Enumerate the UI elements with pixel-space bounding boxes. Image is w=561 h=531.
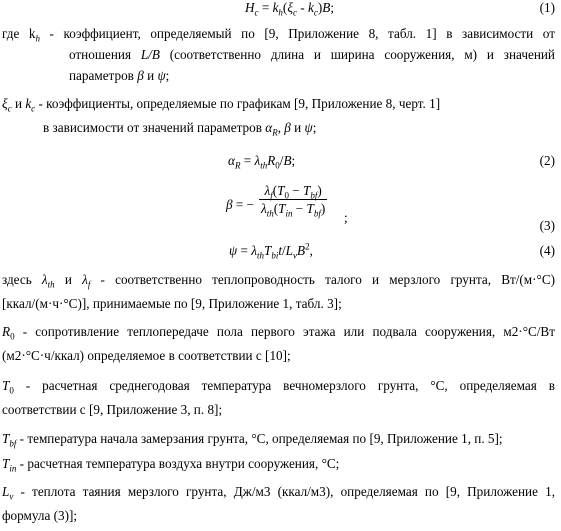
equation-3-fraction bbox=[259, 182, 327, 217]
def-tin-line: $T_{in}$ - расчетная температура воздуха внутри сооружения, °С; bbox=[2, 456, 340, 474]
equation-3-denominator: $\lambda_{th}(T_{in} - T_{bf})$ bbox=[261, 201, 326, 219]
def-kh-line-1: где $k_h$ - коэффициент, определяемый по [9, Приложение 8, табл. 1] в зависимости от bbox=[2, 26, 555, 44]
def-kh-line-2: отношения L/B (соответственно длина и ширина сооружения, м) и значений bbox=[69, 47, 555, 62]
def-lambda-line-1: здесь $\lambda_{th}$ и $\lambda_f$ - соответственно теплопроводность талого и мерзлого грунта, Вт/(м·°С) bbox=[2, 272, 556, 290]
def-lv-line-1: $L_v$ - теплота таяния мерзлого грунта, Дж/м3 (ккал/м3), определяемая по [9, Приложение 1, bbox=[2, 484, 555, 502]
equation-1-number: (1) bbox=[539, 0, 555, 15]
def-t0-line-1: $T_0$ - расчетная среднегодовая температура вечномерзлого грунта, °С, определяемая в bbox=[2, 378, 555, 396]
def-lv-line-2: формула (3)]; bbox=[2, 508, 78, 523]
def-xi-line-1: $\xi_c$ и $k_c$ - коэффициенты, определяемые по графикам [9, Приложение 8, черт. 1] bbox=[2, 96, 441, 114]
def-kh-line-3: параметров β и ψ; bbox=[69, 68, 170, 83]
def-xi-line-2: в зависимости от значений параметров $\alpha_R$, β и ψ; bbox=[43, 120, 317, 138]
equation-3-lhs: β = − bbox=[226, 197, 255, 212]
equation-3-tail: ; bbox=[344, 210, 348, 225]
def-r0-line-1: $R_0$ - сопротивление теплопередаче пола первого этажа или подвала сооружения, м2·°С/Вт bbox=[2, 324, 555, 342]
equation-3-number: (3) bbox=[539, 218, 555, 233]
equation-1: $H_c = k_h(\xi_c - k_c)B$; bbox=[245, 0, 334, 18]
def-r0-line-2: (м2·°С·ч/ккал) определяемое в соответствии с [10]; bbox=[2, 348, 291, 363]
equation-3-numerator: $\lambda_f(T_0 - T_{bf})$ bbox=[259, 182, 327, 200]
equation-4-number: (4) bbox=[539, 243, 555, 258]
equation-2-number: (2) bbox=[539, 153, 555, 168]
def-t0-line-2: соответствии с [9, Приложение 3, п. 8]; bbox=[2, 402, 223, 417]
equation-2: $\alpha_R = \lambda_{th}R_0/B$; bbox=[228, 153, 296, 171]
equation-4: $\psi = \lambda_{th}T_{bi}t/L_vB^2$, bbox=[229, 241, 313, 261]
def-tbf-line: $T_{bf}$ - температура начала замерзания грунта, °С, определяемая по [9, Приложение 1, п. 5]; bbox=[2, 431, 503, 449]
def-lambda-line-2: [ккал/(м·ч·°С)], принимаемые по [9, Приложение 1, табл. 3]; bbox=[2, 296, 342, 311]
